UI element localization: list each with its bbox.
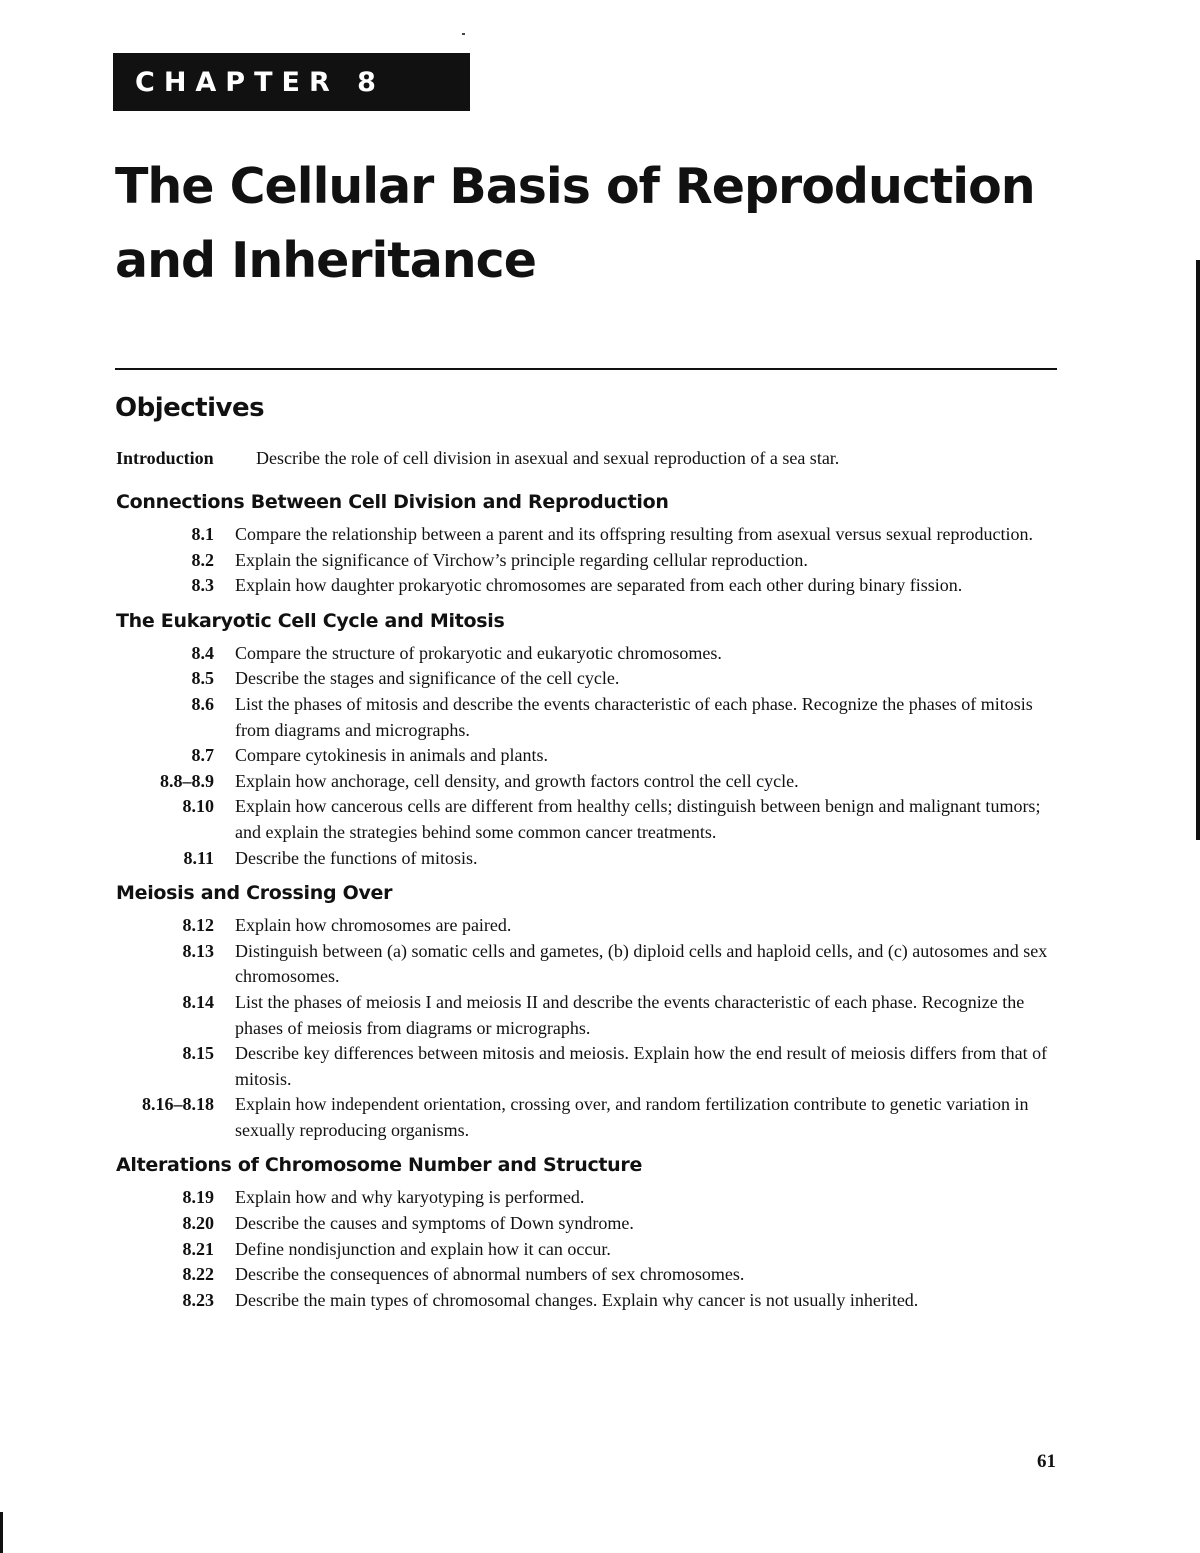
- objective-number: 8.6: [191, 693, 214, 714]
- objective-item: [116, 1041, 1061, 1092]
- intro-text: Describe the role of cell division in asexual and sexual reproduction of a sea star.: [256, 448, 840, 468]
- objective-item: [116, 769, 1061, 795]
- objective-number: 8.23: [182, 1289, 214, 1310]
- objective-item: [116, 1211, 1061, 1237]
- objective-number: 8.21: [182, 1238, 214, 1259]
- section-cell-cycle-mitosis: [116, 609, 1061, 871]
- objective-item: [116, 573, 1061, 599]
- objective-number: 8.8–8.9: [160, 770, 214, 791]
- objective-text: Describe the stages and significance of the cell cycle.: [235, 668, 620, 689]
- title-line-2: and Inheritance: [115, 232, 536, 289]
- objective-text: List the phases of mitosis and describe the events characteristic of each phase. Recognize the phases of mitosis from diagrams and micrographs.: [235, 693, 1033, 740]
- objective-text: Explain how and why karyotyping is performed.: [235, 1187, 585, 1208]
- section-heading: The Eukaryotic Cell Cycle and Mitosis: [116, 609, 505, 632]
- title-line-1: The Cellular Basis of Reproduction: [115, 158, 1035, 215]
- objective-number: 8.14: [182, 991, 214, 1012]
- page-number: 61: [1037, 1451, 1056, 1472]
- intro-label: Introduction: [116, 448, 214, 468]
- objectives-heading: Objectives: [115, 393, 265, 423]
- objective-text: List the phases of meiosis I and meiosis II and describe the events characteristic of each phase. Recognize the phases of meiosis from diagrams or micrographs.: [235, 991, 1025, 1038]
- page-title: [115, 150, 1115, 298]
- objective-item: [116, 692, 1061, 743]
- objective-item: [116, 1185, 1061, 1211]
- section-heading: Alterations of Chromosome Number and Structure: [116, 1154, 643, 1177]
- objective-item: [116, 548, 1061, 574]
- objective-text: Describe the main types of chromosomal changes. Explain why cancer is not usually inherited.: [235, 1289, 919, 1310]
- objective-item: [116, 1262, 1061, 1288]
- objective-item: [116, 641, 1061, 667]
- objective-number: 8.12: [182, 915, 214, 936]
- objective-number: 8.22: [182, 1264, 214, 1285]
- objective-number: 8.16–8.18: [142, 1094, 214, 1115]
- objective-item: [116, 1288, 1061, 1314]
- objective-item: [116, 794, 1061, 845]
- objective-number: 8.15: [182, 1043, 214, 1064]
- objective-sections: [116, 490, 1061, 1323]
- objective-number: 8.7: [191, 745, 214, 766]
- objective-text: Describe key differences between mitosis and meiosis. Explain how the end result of meiosis differs from that of mitosis.: [235, 1043, 1048, 1089]
- objective-text: Compare the relationship between a parent and its offspring resulting from asexual versus sexual reproduction.: [235, 524, 1033, 544]
- objective-number: 8.11: [183, 847, 214, 868]
- scan-edge-left: [0, 1512, 3, 1553]
- section-heading: Meiosis and Crossing Over: [116, 882, 393, 905]
- objective-number: 8.1: [191, 524, 214, 544]
- objective-item: [116, 939, 1061, 990]
- chapter-banner: [113, 53, 470, 111]
- objective-text: Compare cytokinesis in animals and plants.: [235, 745, 548, 766]
- objective-item: [116, 846, 1061, 872]
- objective-text: Explain how daughter prokaryotic chromosomes are separated from each other during binary fission.: [235, 575, 963, 596]
- objective-text: Explain how anchorage, cell density, and growth factors control the cell cycle.: [235, 770, 799, 791]
- objective-text: Explain how independent orientation, crossing over, and random fertilization contribute to genetic variation in sexually reproducing organisms.: [235, 1094, 1029, 1140]
- objective-item: [116, 666, 1061, 692]
- objective-number: 8.5: [191, 668, 214, 689]
- objective-number: 8.13: [182, 940, 214, 961]
- section-chromosome-alterations: [116, 1153, 1061, 1313]
- objective-text: Compare the structure of prokaryotic and eukaryotic chromosomes.: [235, 642, 722, 663]
- objective-item: [116, 990, 1061, 1041]
- objective-text: Explain the significance of Virchow’s principle regarding cellular reproduction.: [235, 549, 808, 570]
- chapter-label: CHAPTER 8: [135, 66, 385, 98]
- objective-number: 8.19: [182, 1187, 214, 1208]
- objective-text: Describe the functions of mitosis.: [235, 847, 478, 868]
- objective-text: Distinguish between (a) somatic cells and gametes, (b) diploid cells and haploid cells, and (c) autosomes and sex chromosomes.: [235, 940, 1048, 987]
- objective-item: [116, 1092, 1061, 1143]
- objective-item: [116, 1237, 1061, 1263]
- objective-number: 8.2: [191, 549, 214, 570]
- objective-item: [116, 522, 1061, 548]
- objective-text: Explain how cancerous cells are different from healthy cells; distinguish between benign and malignant tumors; and explain the strategies behind some common cancer treatments.: [235, 796, 1041, 842]
- section-cell-division-reproduction: [116, 490, 1061, 599]
- objective-number: 8.20: [182, 1213, 214, 1234]
- objective-text: Describe the consequences of abnormal numbers of sex chromosomes.: [235, 1264, 745, 1285]
- objective-text: Define nondisjunction and explain how it can occur.: [235, 1238, 611, 1259]
- objective-number: 8.10: [182, 796, 214, 817]
- scan-edge-right: [1196, 260, 1200, 840]
- objective-text: Explain how chromosomes are paired.: [235, 915, 512, 936]
- objective-number: 8.4: [191, 642, 214, 663]
- objective-item: [116, 743, 1061, 769]
- intro-objective: [116, 446, 1066, 471]
- scan-mark: [462, 33, 465, 35]
- objective-number: 8.3: [191, 575, 214, 596]
- objective-item: [116, 913, 1061, 939]
- objective-text: Describe the causes and symptoms of Down syndrome.: [235, 1213, 634, 1234]
- section-heading: Connections Between Cell Division and Reproduction: [116, 491, 669, 513]
- section-divider: [115, 368, 1057, 370]
- section-meiosis-crossing-over: [116, 881, 1061, 1143]
